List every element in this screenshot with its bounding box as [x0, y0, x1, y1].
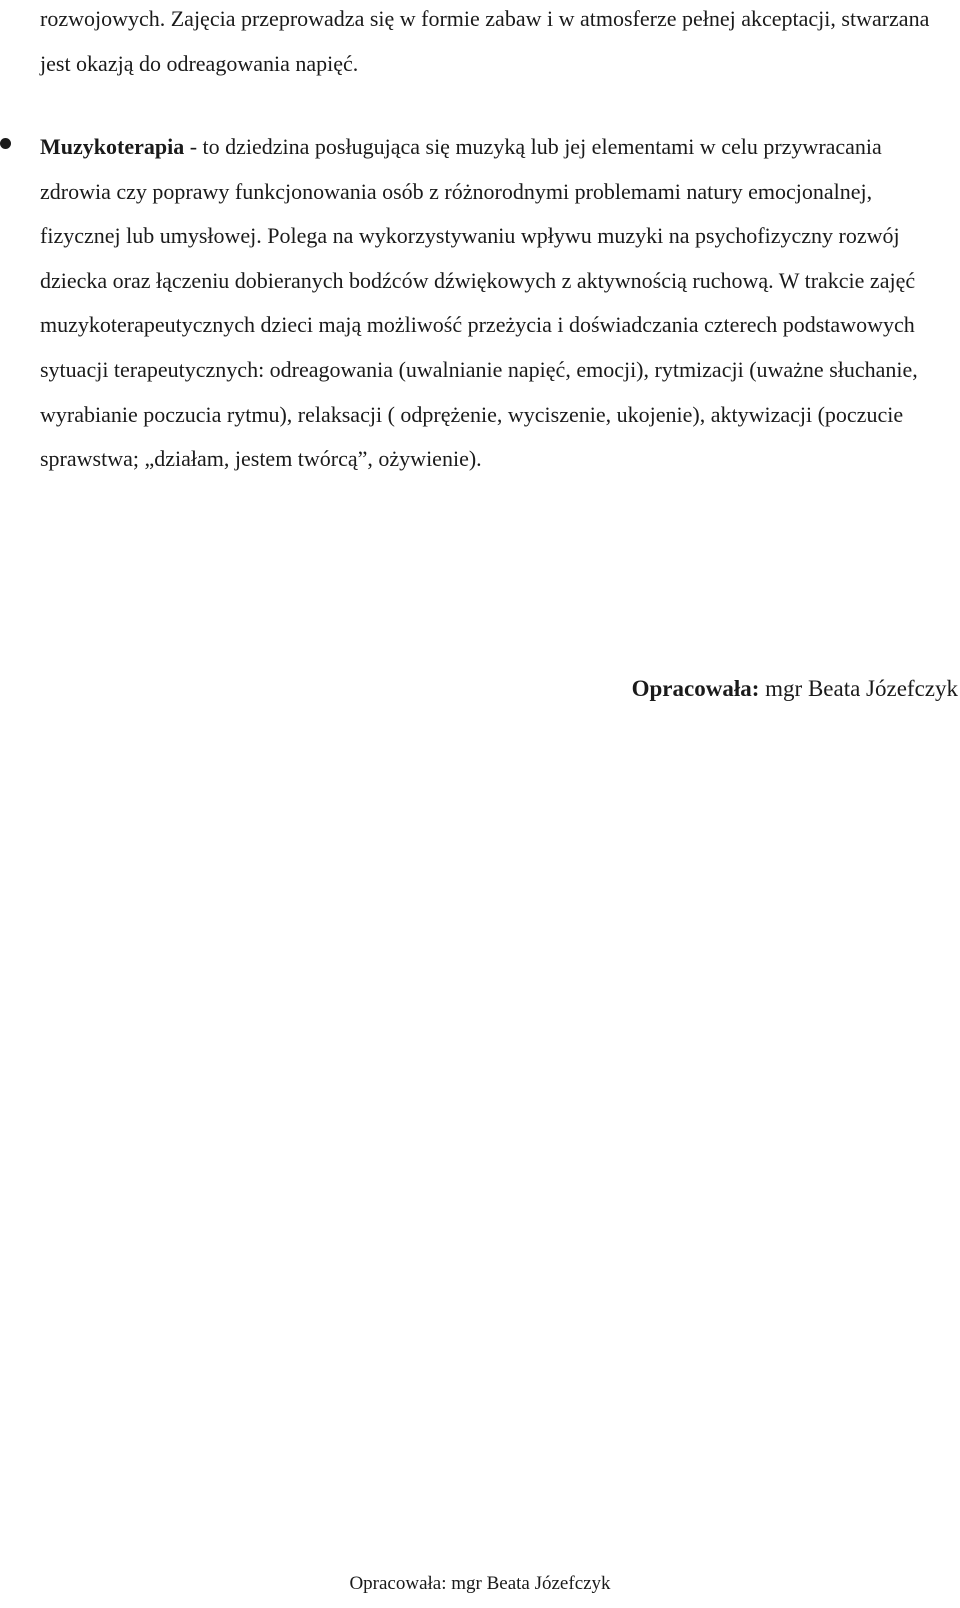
- signature-label: Opracowała:: [631, 676, 760, 701]
- signature-line: [632, 674, 958, 704]
- bullet-icon: [0, 138, 11, 149]
- page-footer: Opracowała: mgr Beata Józefczyk: [349, 1573, 611, 1594]
- bullet-term: Muzykoterapia: [40, 134, 185, 159]
- bullet-text: - to dziedzina posługująca się muzyką lub jej elementami w celu przywracania zdrowia czy poprawy funkcjonowania osób z różnorodnymi problemami natury emocjonalnej, fizycznej lub umysłowej. Polega na wykorzystywaniu wpływu muzyki na psychofizyczny rozwój dziecka oraz łączeniu dobieranych bodźców dźwiękowych z aktywnością ruchową. W trakcie zajęć muzykoterapeutycznych dzieci mają możliwość przeżycia i doświadczania czterech podstawowych sytuacji terapeutycznych: odreagowania (uwalnianie napięć, emocji), rytmizacji (uważne słuchanie, wyrabianie poczucia rytmu), relaksacji ( odprężenie, wyciszenie, ukojenie), aktywizacji (poczucie sprawstwa; „działam, jestem twórcą”, ożywienie).: [40, 134, 918, 472]
- bullet-paragraph: [40, 125, 946, 482]
- signature-name: mgr Beata Józefczyk: [759, 676, 958, 701]
- intro-paragraph: rozwojowych. Zajęcia przeprowadza się w formie zabaw i w atmosferze pełnej akceptacji, stwarzana jest okazją do odreagowania napięć.: [40, 6, 930, 76]
